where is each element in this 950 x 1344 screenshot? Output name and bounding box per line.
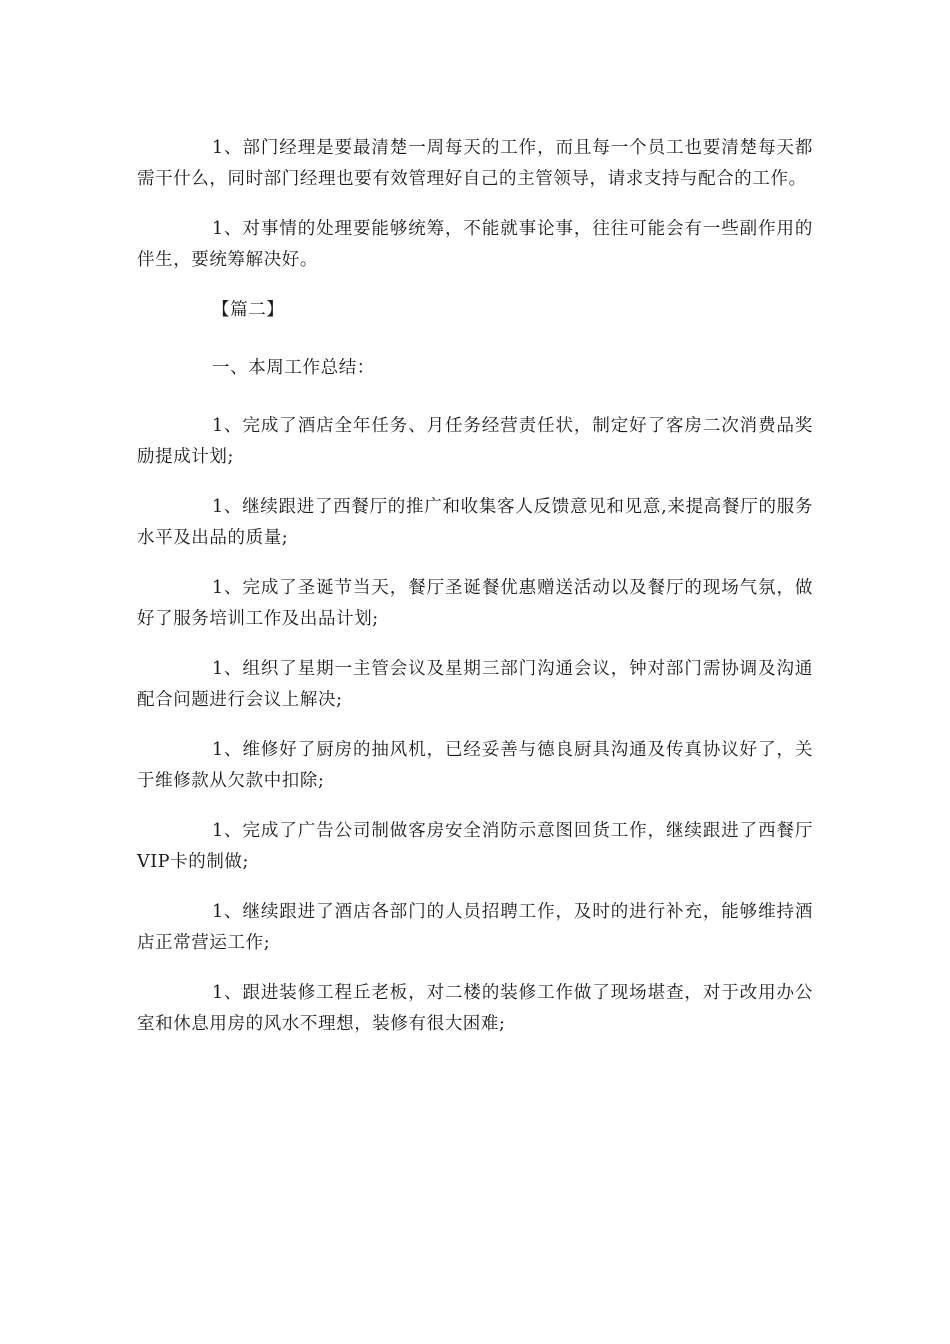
- paragraph-item: 1、继续跟进了西餐厅的推广和收集客人反馈意见和见意,来提高餐厅的服务水平及出品的质量;: [137, 497, 813, 548]
- paragraph-item: 1、完成了广告公司制做客房安全消防示意图回货工作，继续跟进了西餐厅VIP卡的制做;: [137, 821, 813, 872]
- section-heading-weekly-summary: 一、本周工作总结：: [212, 358, 375, 378]
- paragraph-item: 1、组织了星期一主管会议及星期三部门沟通会议，钟对部门需协调及沟通配合问题进行会议上解决;: [137, 659, 813, 710]
- paragraph-manager-duties: 1、部门经理是要最清楚一周每天的工作，而且每一个员工也要清楚每天都需干什么，同时部门经理也要有效管理好自己的主管领导，请求支持与配合的工作。: [137, 138, 813, 189]
- document-body: [137, 133, 813, 1059]
- paragraph-item: 1、跟进装修工程丘老板，对二楼的装修工作做了现场堪查，对于改用办公室和休息用房的风水不理想，装修有很大困难;: [137, 983, 813, 1034]
- paragraph-item: 1、完成了酒店全年任务、月任务经营责任状，制定好了客房二次消费品奖励提成计划;: [137, 416, 813, 467]
- paragraph-item: 1、继续跟进了酒店各部门的人员招聘工作，及时的进行补充，能够维持酒店正常营运工作;: [137, 902, 813, 953]
- paragraph-coordination: 1、对事情的处理要能够统筹，不能就事论事，往往可能会有一些副作用的伴生，要统筹解决好。: [137, 219, 813, 270]
- section-heading-part-two: 【篇二】: [212, 300, 285, 320]
- paragraph-item: 1、完成了圣诞节当天，餐厅圣诞餐优惠赠送活动以及餐厅的现场气氛，做好了服务培训工作及出品计划;: [137, 578, 813, 629]
- paragraph-item: 1、维修好了厨房的抽风机，已经妥善与德良厨具沟通及传真协议好了，关于维修款从欠款中扣除;: [137, 740, 813, 791]
